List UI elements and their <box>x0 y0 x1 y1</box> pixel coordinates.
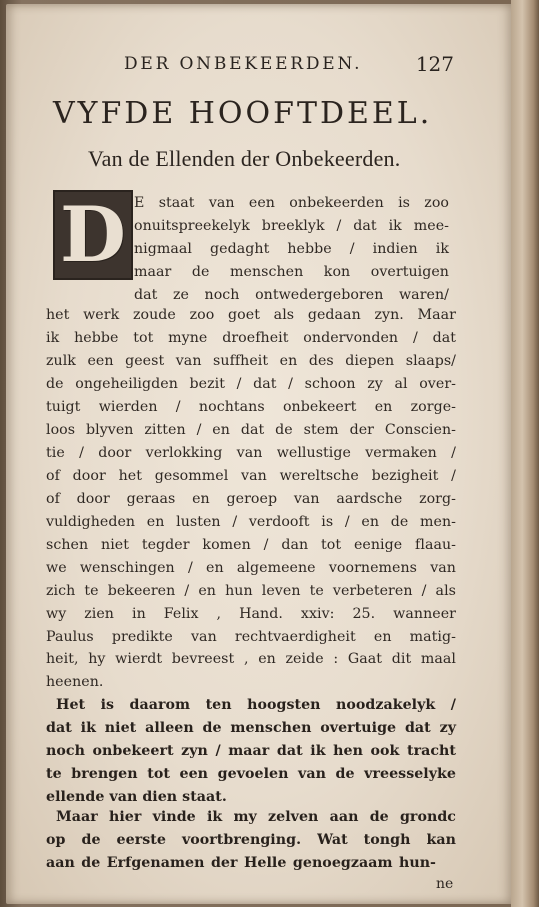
book-page <box>6 4 514 904</box>
text-line: ik hebbe tot myne droefheit ondervonden / dat <box>46 330 456 346</box>
text-line: zulk een geest van suffheit en des diepen slaaps/ <box>46 353 456 369</box>
text-line: wy zien in Felix , Hand. xxiv: 25. wanneer <box>46 606 456 622</box>
text-line: Paulus predikte van rechtvaerdigheit en matig- <box>46 629 456 645</box>
text-line: E staat van een onbekeerden is zoo <box>134 195 449 211</box>
decorated-initial <box>53 190 133 280</box>
text-line: dat ze noch ontwedergeboren waren/ <box>134 287 449 303</box>
text-line: tie / door verlokking van wellustige vermaken / <box>46 445 456 461</box>
text-line: schen niet tegder komen / dan tot eenige flaau- <box>46 537 456 553</box>
page-edge <box>511 0 539 907</box>
text-line: het werk zoude zoo goet als gedaan zyn. Maar <box>46 307 456 323</box>
chapter-title: VYFDE HOOFTDEEL. <box>53 96 433 131</box>
text-line: loos blyven zitten / en dat de stem der Conscien- <box>46 422 456 438</box>
text-line: zich te bekeeren / en hun leven te verbeteren / als <box>46 583 456 599</box>
text-line: op de eerste voortbrenging. Wat tongh kan <box>46 832 456 848</box>
running-title: DER ONBEKEERDEN. <box>124 54 363 74</box>
text-line: onuitspreekelyk breeklyk / dat ik mee- <box>134 218 449 234</box>
text-line: aan de Erfgenamen der Helle genoegzaam hun- <box>46 855 436 871</box>
text-line: heit, hy wierdt bevreest , en zeide : Gaat dit maal <box>46 651 456 667</box>
text-line: heenen. <box>46 674 104 690</box>
catchword: ne <box>436 876 454 892</box>
text-line: maar de menschen kon overtuigen <box>134 264 449 280</box>
initial-letter: D <box>60 190 126 279</box>
text-line: Maar hier vinde ik my zelven aan de grondc <box>56 809 456 825</box>
text-line: de ongeheiligden bezit / dat / schoon zy al over- <box>46 376 456 392</box>
text-line: noch onbekeert zyn / maar dat ik hen ook tracht <box>46 743 456 759</box>
text-line: te brengen tot een gevoelen van de vreesselyke <box>46 766 456 782</box>
chapter-subtitle: Van de Ellenden der Onbekeerden. <box>88 146 401 171</box>
page-number: 127 <box>415 52 454 76</box>
text-line: tuigt wierden / nochtans onbekeert en zorge- <box>46 399 456 415</box>
text-line: of door het gesommel van wereltsche bezigheit / <box>46 468 456 484</box>
text-line: dat ik niet alleen de menschen overtuige dat zy <box>46 720 456 736</box>
text-line: vuldigheden en lusten / verdooft is / en de men- <box>46 514 456 530</box>
running-head <box>124 52 454 80</box>
text-line: nigmaal gedaght hebbe / indien ik <box>134 241 449 257</box>
text-line: of door geraas en geroep van aardsche zorg- <box>46 491 456 507</box>
text-line: we wenschingen / en algemeene voornemens van <box>46 560 456 576</box>
text-line: Het is daarom ten hoogsten noodzakelyk / <box>56 697 456 713</box>
text-line: ellende van dien staat. <box>46 789 227 805</box>
